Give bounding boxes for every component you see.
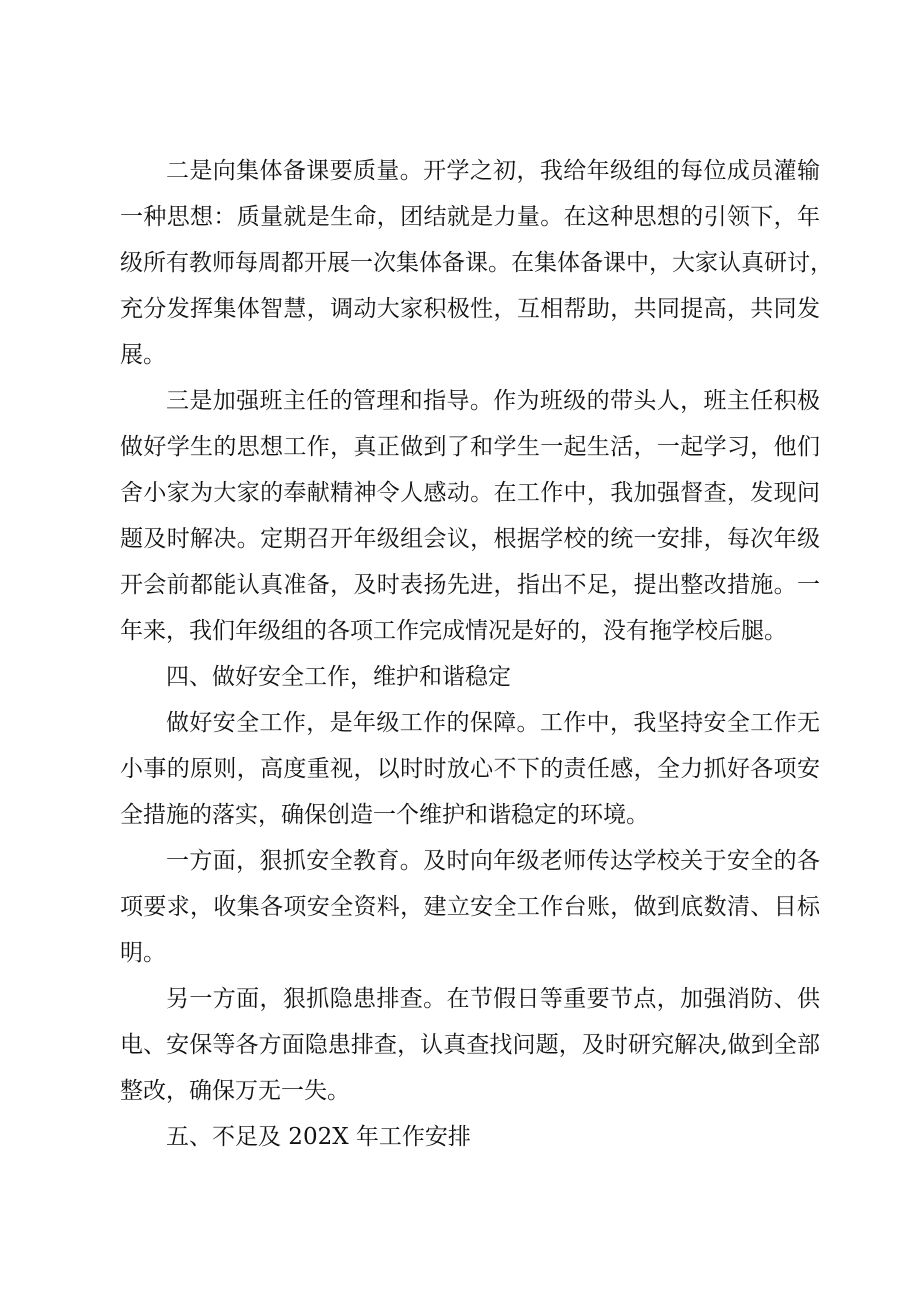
text-line: 充分发挥集体智慧，调动大家积极性，互相帮助，共同提高，共同发	[120, 296, 820, 322]
text-line: 三是加强班主任的管理和指导。作为班级的带头人，班主任积极	[166, 388, 820, 414]
paragraph-hazard-inspection	[120, 988, 820, 1103]
section-heading: 四、做好安全工作，维护和谐稳定	[166, 664, 511, 690]
paragraph-safety-work	[120, 712, 820, 827]
text-line: 项要求，收集各项安全资料，建立安全工作台账，做到底数清、目标	[120, 894, 820, 920]
text-line: 展。	[120, 342, 166, 368]
text-line: 做好安全工作，是年级工作的保障。工作中，我坚持安全工作无	[166, 710, 820, 736]
text-line: 题及时解决。定期召开年级组会议，根据学校的统一安排，每次年级	[120, 526, 820, 552]
section-heading-shortcomings	[120, 1126, 820, 1149]
text-line: 另一方面，狠抓隐患排查。在节假日等重要节点，加强消防、供	[166, 986, 820, 1012]
text-line: 全措施的落实，确保创造一个维护和谐稳定的环境。	[120, 802, 649, 828]
text-line: 一方面，狠抓安全教育。及时向年级老师传达学校关于安全的各	[166, 848, 820, 874]
text-line: 整改，确保万无一失。	[120, 1078, 350, 1104]
text-line: 级所有教师每周都开展一次集体备课。在集体备课中，大家认真研讨，	[120, 250, 833, 276]
text-line: 二是向集体备课要质量。开学之初，我给年级组的每位成员灌输	[166, 158, 820, 184]
text-line: 年来，我们年级组的各项工作完成情况是好的，没有拖学校后腿。	[120, 618, 787, 644]
text-line: 小事的原则，高度重视，以时时放心不下的责任感，全力抓好各项安	[120, 756, 820, 782]
paragraph-collective-lesson-prep	[120, 158, 833, 368]
paragraph-class-teacher-management	[120, 390, 820, 643]
text-line: 明。	[120, 940, 166, 966]
section-heading-safety	[120, 666, 820, 689]
section-heading: 五、不足及 202X 年工作安排	[166, 1124, 471, 1150]
text-line: 舍小家为大家的奉献精神令人感动。在工作中，我加强督查，发现问	[120, 480, 820, 506]
text-line: 做好学生的思想工作，真正做到了和学生一起生活，一起学习，他们	[120, 434, 820, 460]
text-line: 开会前都能认真准备，及时表扬先进，指出不足，提出整改措施。一	[120, 572, 820, 598]
text-line: 一种思想：质量就是生命，团结就是力量。在这种思想的引领下，年	[120, 204, 820, 230]
document-page	[120, 158, 833, 1150]
paragraph-safety-education	[120, 850, 820, 965]
text-line: 电、安保等各方面隐患排查，认真查找问题，及时研究解决,做到全部	[120, 1032, 820, 1058]
